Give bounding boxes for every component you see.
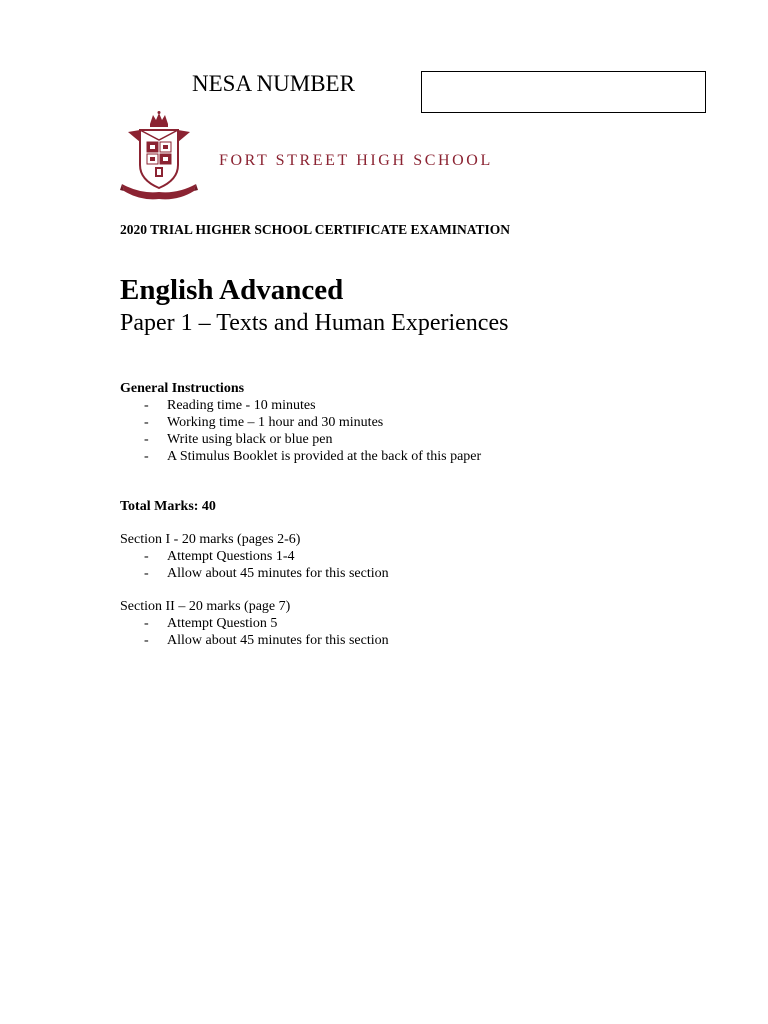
exam-title: 2020 TRIAL HIGHER SCHOOL CERTIFICATE EXAMINATION: [120, 222, 510, 237]
general-instructions-heading: General Instructions: [120, 381, 245, 396]
nesa-number-box[interactable]: [421, 71, 706, 113]
list-item: - Allow about 45 minutes for this section: [144, 633, 389, 648]
subject-title: English Advanced: [120, 274, 344, 306]
list-item: - Allow about 45 minutes for this section: [144, 566, 389, 581]
list-item: - A Stimulus Booklet is provided at the back of this paper: [144, 449, 482, 464]
nesa-number-label: NESA NUMBER: [192, 71, 355, 96]
section-1-list: [120, 548, 389, 582]
list-item: - Reading time - 10 minutes: [144, 398, 316, 413]
total-marks: Total Marks: 40: [120, 499, 216, 514]
list-item: - Attempt Question 5: [144, 616, 278, 631]
list-item: - Attempt Questions 1-4: [144, 549, 295, 564]
paper-title: Paper 1 – Texts and Human Experiences: [120, 310, 509, 336]
section-1-heading: Section I - 20 marks (pages 2-6): [120, 532, 301, 547]
section-2-heading: Section II – 20 marks (page 7): [120, 599, 291, 614]
list-item: - Write using black or blue pen: [144, 432, 333, 447]
section-2-list: [120, 615, 389, 649]
general-instructions-list: [120, 397, 481, 465]
school-crest-icon: [120, 110, 198, 202]
school-name: FORT STREET HIGH SCHOOL: [219, 152, 493, 169]
list-item: - Working time – 1 hour and 30 minutes: [144, 415, 384, 430]
